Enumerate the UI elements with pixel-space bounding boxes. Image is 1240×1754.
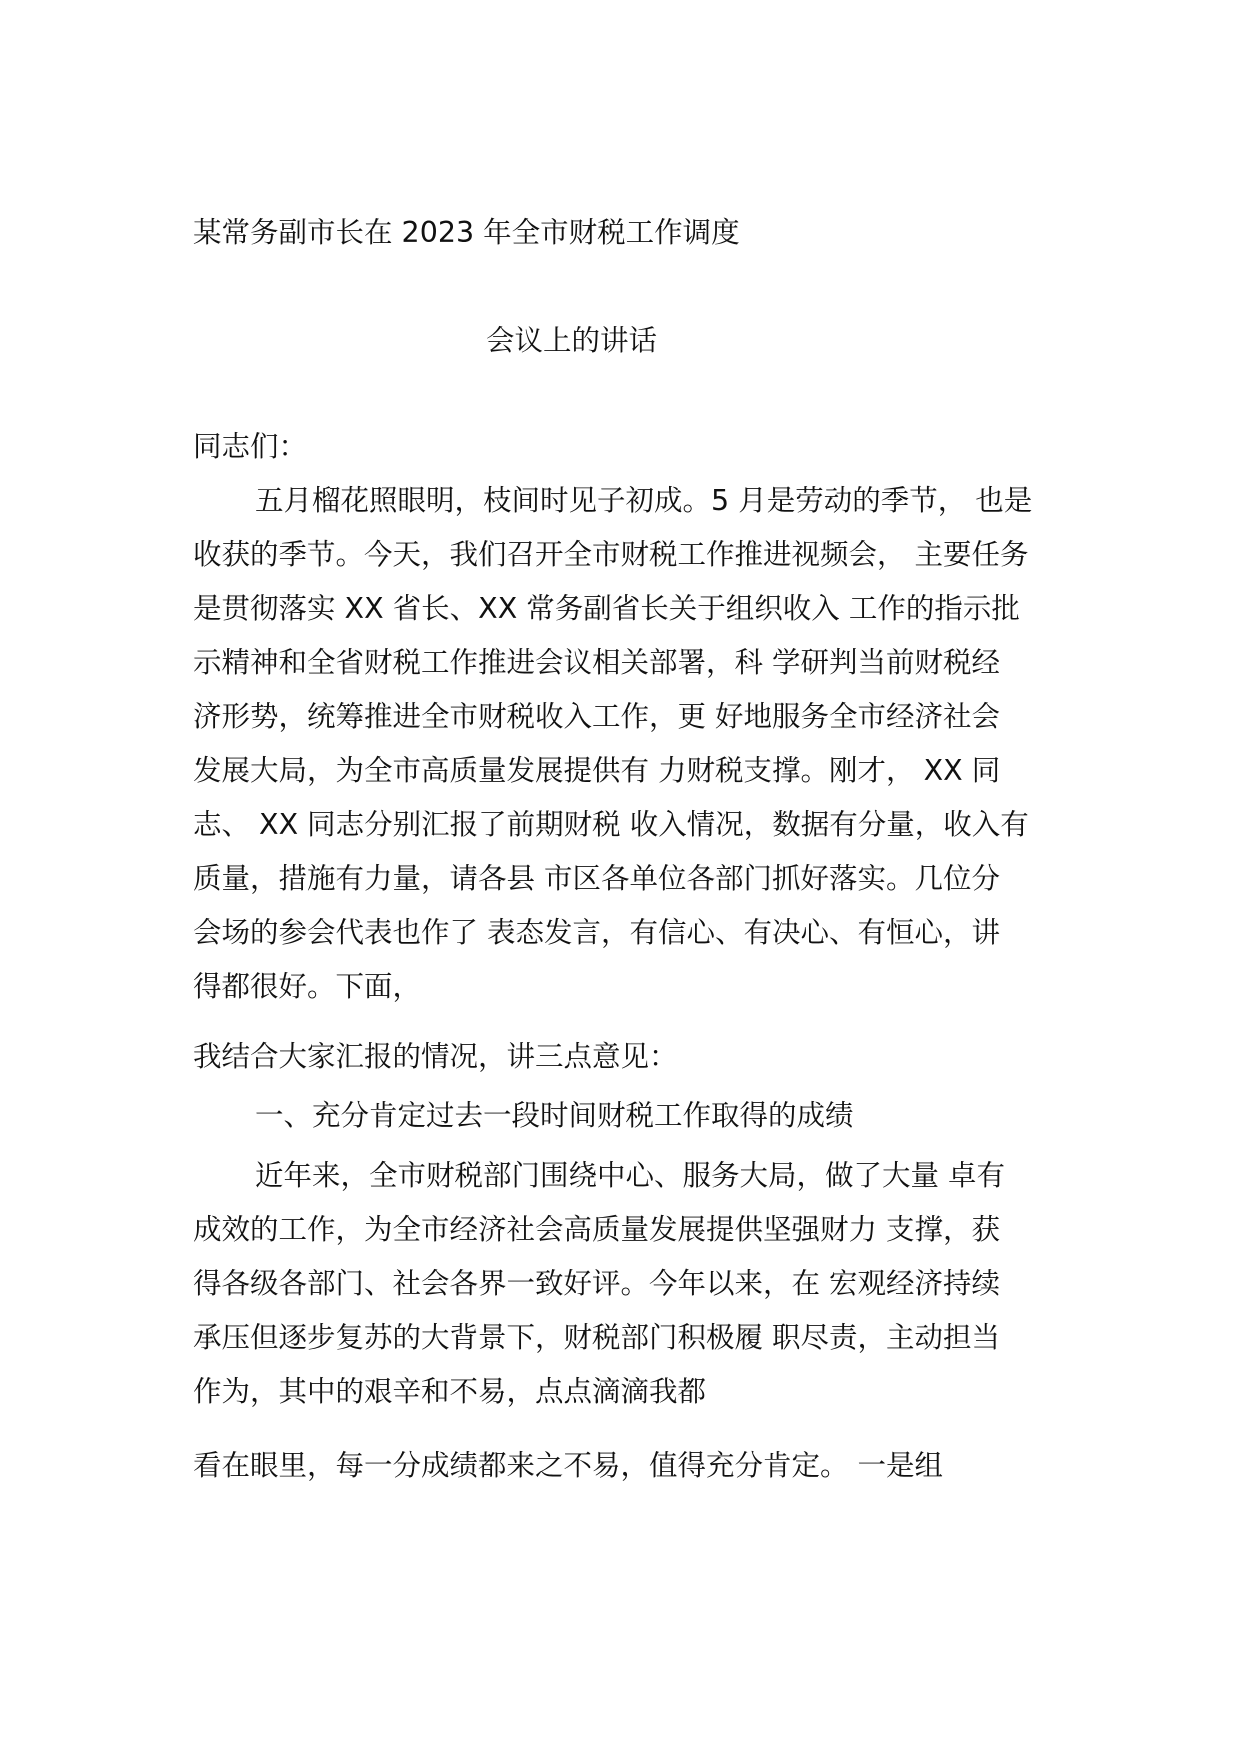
body-line: 成效的工作，为全市经济社会高质量发展提供坚强财力 支撑，获 <box>193 1213 1001 1246</box>
body-line: 是贯彻落实 XX 省长、XX 常务副省长关于组织收入 工作的指示批 <box>193 592 1020 625</box>
body-line: 近年来，全市财税部门围绕中心、服务大局，做了大量 卓有 <box>255 1159 1006 1192</box>
body-line: 承压但逐步复苏的大背景下，财税部门积极履 职尽责，主动担当 <box>193 1321 1001 1354</box>
body-line: 收获的季节。今天，我们召开全市财税工作推进视频会， 主要任务 <box>193 538 1029 571</box>
body-line: 我结合大家汇报的情况，讲三点意见： <box>193 1040 678 1073</box>
title-line-2: 会议上的讲话 <box>486 324 658 357</box>
body-line: 得各级各部门、社会各界一致好评。今年以来，在 宏观经济持续 <box>193 1267 1001 1300</box>
body-line: 质量，措施有力量，请各县 市区各单位各部门抓好落实。几位分 <box>193 862 1001 895</box>
body-line: 示精神和全省财税工作推进会议相关部署，科 学研判当前财税经 <box>193 646 1001 679</box>
section-heading-1: 一、充分肯定过去一段时间财税工作取得的成绩 <box>255 1099 854 1132</box>
body-line: 作为，其中的艰辛和不易，点点滴滴我都 <box>193 1375 707 1408</box>
greeting: 同志们： <box>193 430 308 463</box>
body-line: 看在眼里，每一分成绩都来之不易，值得充分肯定。 一是组 <box>193 1449 944 1482</box>
body-line: 济形势，统筹推进全市财税收入工作，更 好地服务全市经济社会 <box>193 700 1001 733</box>
body-line: 会场的参会代表也作了 表态发言，有信心、有决心、有恒心，讲 <box>193 916 1001 949</box>
body-line: 发展大局，为全市高质量发展提供有 力财税支撑。刚才， XX 同 <box>193 754 1001 787</box>
body-line: 得都很好。下面， <box>193 970 422 1003</box>
body-line: 志、 XX 同志分别汇报了前期财税 收入情况，数据有分量，收入有 <box>193 808 1029 841</box>
body-line: 五月榴花照眼明，枝间时见子初成。5 月是劳动的季节， 也是 <box>255 484 1033 517</box>
title-line-1: 某常务副市长在 2023 年全市财税工作调度 <box>193 216 740 249</box>
